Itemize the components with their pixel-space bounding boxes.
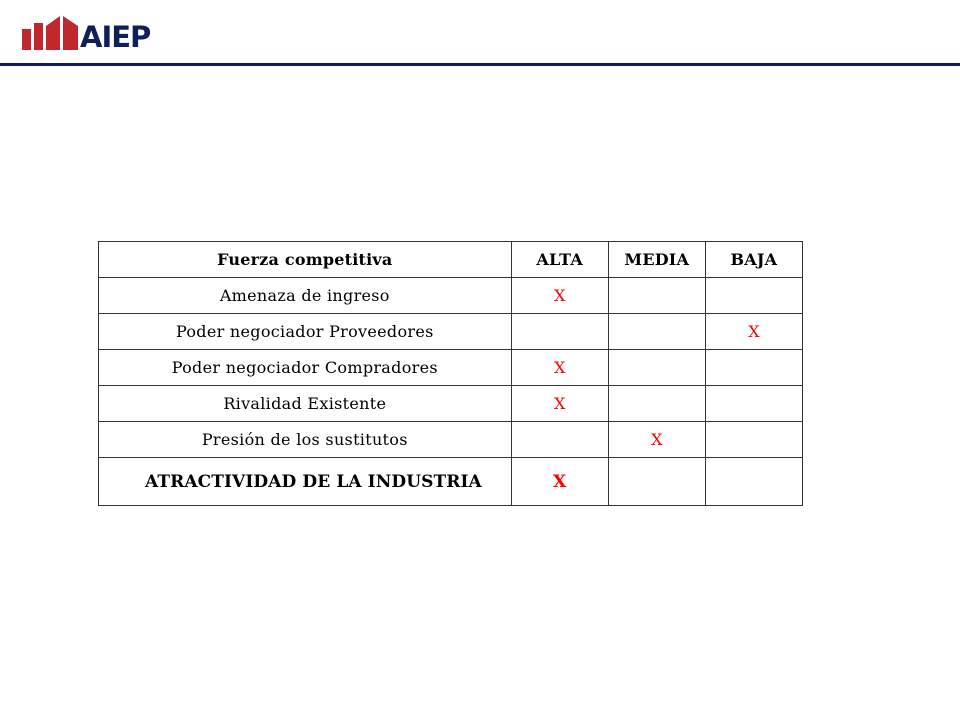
summary-label: ATRACTIVIDAD DE LA INDUSTRIA bbox=[99, 458, 512, 506]
cell-alta: X bbox=[511, 278, 608, 314]
cell-alta: X bbox=[511, 350, 608, 386]
summary-alta: X bbox=[511, 458, 608, 506]
header-media: MEDIA bbox=[608, 242, 705, 278]
cell-alta bbox=[511, 314, 608, 350]
cell-media bbox=[608, 350, 705, 386]
cell-baja bbox=[705, 386, 802, 422]
table-row bbox=[99, 422, 803, 458]
aiep-logo bbox=[22, 14, 151, 54]
header-alta: ALTA bbox=[511, 242, 608, 278]
row-factor: Poder negociador Compradores bbox=[99, 350, 512, 386]
cell-baja: X bbox=[705, 314, 802, 350]
summary-media bbox=[608, 458, 705, 506]
row-factor: Poder negociador Proveedores bbox=[99, 314, 512, 350]
table-row bbox=[99, 314, 803, 350]
table-row bbox=[99, 350, 803, 386]
brand-name: AIEP bbox=[80, 20, 151, 54]
summary-baja bbox=[705, 458, 802, 506]
aiep-logo-icon bbox=[22, 16, 78, 50]
table-row bbox=[99, 386, 803, 422]
row-factor: Amenaza de ingreso bbox=[99, 278, 512, 314]
cell-baja bbox=[705, 350, 802, 386]
table-row bbox=[99, 278, 803, 314]
cell-baja bbox=[705, 422, 802, 458]
cell-alta bbox=[511, 422, 608, 458]
row-factor: Rivalidad Existente bbox=[99, 386, 512, 422]
cell-media: X bbox=[608, 422, 705, 458]
cell-baja bbox=[705, 278, 802, 314]
header-factor: Fuerza competitiva bbox=[99, 242, 512, 278]
competitive-forces-table bbox=[98, 241, 803, 506]
summary-row bbox=[99, 458, 803, 506]
header-baja: BAJA bbox=[705, 242, 802, 278]
cell-alta: X bbox=[511, 386, 608, 422]
header-divider bbox=[0, 63, 960, 66]
table-header-row bbox=[99, 242, 803, 278]
cell-media bbox=[608, 278, 705, 314]
row-factor: Presión de los sustitutos bbox=[99, 422, 512, 458]
slide-header bbox=[0, 0, 960, 68]
cell-media bbox=[608, 386, 705, 422]
cell-media bbox=[608, 314, 705, 350]
